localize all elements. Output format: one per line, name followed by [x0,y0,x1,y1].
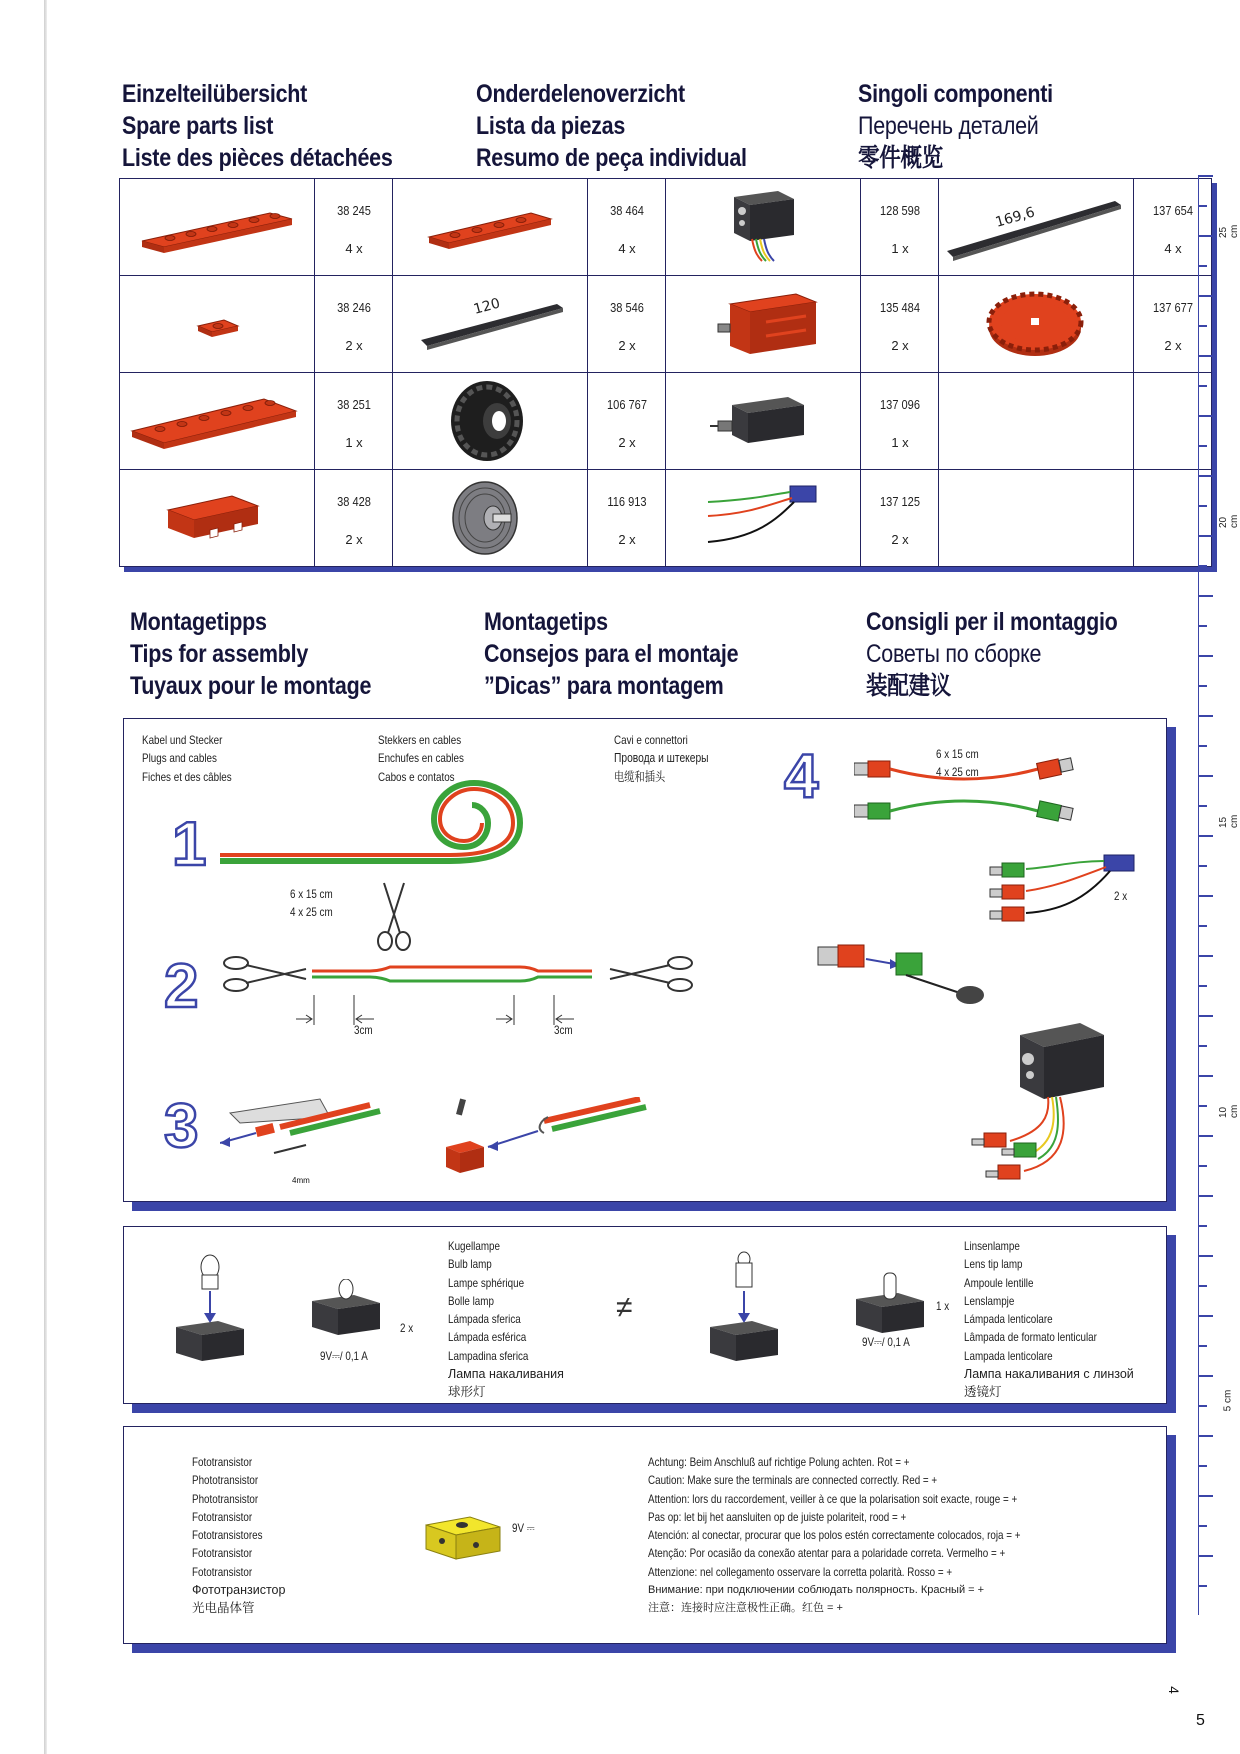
heading-col3 [858,78,1053,174]
sensor-block-icon [666,179,860,275]
bulb-names [448,1237,564,1402]
part-row [666,373,938,470]
bulb-name-zh: 球形灯 [448,1385,486,1400]
photo-name-es: Fototransistores [192,1528,263,1543]
phototransistor-block-icon [424,1505,504,1565]
warning-zh: 注意：连接时应注意极性正确。红色 = + [648,1602,843,1615]
ruler-tick [1199,1585,1207,1587]
ruler-tick [1199,355,1213,357]
part-number: 128 598 [880,203,920,218]
ruler-tick [1199,655,1213,657]
length-15cm: 6 x 15 cm [936,747,979,761]
strut-length-label: 120 [471,295,502,318]
warning-pt: Atenção: Por ocasião da conexão atentar para a polaridade correta. Vermelho = + [648,1546,1006,1561]
photo-name-fr: Phototransistor [192,1491,259,1506]
part-number: 137 677 [1153,300,1193,315]
red-plate-medium-icon [393,179,587,275]
tips-heading-pt: ”Dicas” para montagem [484,672,724,700]
ruler-label-15cm: 15 cm [1218,814,1240,828]
ruler-tick [1199,325,1207,327]
ruler-tick [1199,1555,1213,1557]
ruler-tick [1199,955,1213,957]
parts-table-1 [119,178,393,567]
part-row [939,179,1211,276]
plug-connect-icon [440,1097,670,1177]
tips-heading-es: Consejos para el montaje [484,640,739,668]
strut-length-label: 169,6 [993,204,1037,231]
part-number: 38 546 [610,300,644,315]
ruler-tick [1199,865,1207,867]
bulb-name-en: Bulb lamp [448,1257,492,1272]
ruler-tick [1199,625,1207,627]
step-3-number: 3 [164,1092,199,1161]
bulb-name-pt: Lámpada esférica [448,1330,527,1345]
part-number: 38 246 [337,300,371,315]
parts-table-4 [938,178,1212,567]
lens-voltage: 9V⎓/ 0,1 A [862,1335,910,1349]
part-qty: 2 x [891,338,909,353]
lens-name-pt: Lâmpada de formato lenticular [964,1330,1097,1345]
part-row [393,470,665,566]
led-wire-icon [666,470,860,566]
lens-name-nl: Lenslampje [964,1293,1015,1308]
part-qty: 2 x [618,435,636,450]
bulb-name-es: Lámpada sferica [448,1312,521,1327]
part-row [939,276,1211,373]
red-motor-icon [666,276,860,372]
part-row [666,179,938,276]
ruler-tick [1199,1225,1207,1227]
ruler-label-25cm: 25 cm [1218,224,1240,238]
ruler-tick [1199,235,1213,237]
bulb-insert-icon [174,1249,246,1369]
scissors-right-icon [600,955,696,995]
black-strut-icon [393,276,587,372]
strip-length-4mm: 4mm [292,1176,310,1185]
ruler-tick [1199,475,1213,477]
tips-heading-ru: Советы по сборке [866,640,1042,668]
ruler-label-20cm: 20 cm [1218,514,1240,528]
heading-nl: Onderdelenoverzicht [476,80,685,108]
part-qty: 2 x [1164,338,1182,353]
cables-label-ru: Провода и штекеры [614,751,709,766]
bulb-name-nl: Bolle lamp [448,1293,494,1308]
step-2-number: 2 [164,952,199,1021]
part-row [393,373,665,470]
cables-label-it: Cavi e connettori [614,733,688,747]
red-gear-icon [939,276,1133,372]
red-plate-long-icon [120,179,314,275]
ruler-tick [1199,775,1213,777]
ruler-tick [1199,985,1207,987]
lens-name-de: Linsenlampe [964,1239,1020,1253]
page-number: 5 [1196,1712,1205,1729]
part-qty: 2 x [345,338,363,353]
part-number: 135 484 [880,300,920,315]
part-row [120,179,392,276]
lens-name-it: Lampada lenticolare [964,1348,1053,1363]
phototransistor-names [192,1453,285,1618]
ruler-tick [1199,175,1213,177]
parts-table-3 [665,178,939,567]
lens-name-en: Lens tip lamp [964,1257,1023,1272]
ruler-tick [1199,1195,1213,1197]
binding-edge [44,0,47,1754]
ruler-tick [1199,1345,1207,1347]
bulb-socket-icon [310,1279,382,1349]
warning-es: Atención: al conectar, procurar que los polos estén correctamente colocados, roja = + [648,1528,1021,1543]
heading-de: Einzelteilübersicht [122,80,308,108]
ruler-tick [1199,205,1207,207]
warning-nl: Pas op: let bij het aansluiten op de juiste polariteit, rood = + [648,1509,907,1524]
warning-en: Caution: Make sure the terminals are connected correctly. Red = + [648,1473,938,1488]
ruler-tick [1199,445,1207,447]
part-number: 38 464 [610,203,644,218]
tips-heading-zh: 装配建议 [866,672,951,700]
cable-lengths [290,885,333,922]
photo-name-nl: Fototransistor [192,1509,253,1524]
tips-heading-en: Tips for assembly [130,640,309,668]
part-qty: 4 x [1164,241,1182,256]
phototransistor-box [123,1426,1167,1644]
ruler-tick [1199,925,1207,927]
scissors-icon [374,879,414,953]
cables-label-col3 [614,731,709,786]
lens-lamp-insert-icon [708,1249,780,1369]
cables-label-de: Kabel und Stecker [142,733,223,747]
ruler-label-5cm: 5 cm [1222,1389,1234,1412]
not-equal-symbol: ≠ [616,1291,633,1324]
tips-heading-col3 [866,606,1118,702]
part-row [120,276,392,373]
strip-measure-arrows [274,991,594,1031]
cables-label-zh: 电缆和插头 [614,769,666,784]
strip-wire-icon [220,1097,400,1177]
lens-qty: 1 x [936,1299,950,1313]
part-qty: 1 x [345,435,363,450]
part-qty: 2 x [618,338,636,353]
part-qty: 2 x [345,532,363,547]
red-plate-wide-icon [120,373,314,469]
tips-heading-col1 [130,606,371,702]
photo-name-zh: 光电晶体管 [192,1601,255,1616]
heading-es: Lista da piezas [476,112,626,140]
heading-col2 [476,78,747,174]
tips-heading-fr: Tuyaux pour le montage [130,672,372,700]
part-number: 38 251 [337,397,371,412]
part-qty: 1 x [891,241,909,256]
length-15cm: 6 x 15 cm [290,887,333,901]
tips-heading-col2 [484,606,738,702]
buzzer-block-icon [666,373,860,469]
photo-name-ru: Фототранзистор [192,1583,286,1598]
hub-wheel-icon [393,470,587,566]
ruler-tick [1199,835,1213,837]
ruler-tick [1199,565,1207,567]
part-number: 106 767 [607,397,647,412]
bulb-name-fr: Lampe sphérique [448,1275,525,1290]
side-ruler [1198,175,1240,1615]
red-plate-small-icon [120,276,314,372]
tips-heading-nl: Montagetips [484,608,608,636]
coiled-cable-icon [220,779,660,879]
part-number: 137 654 [1153,203,1193,218]
ruler-tick [1199,1315,1213,1317]
ruler-tick [1199,1375,1213,1377]
cables-label-en: Plugs and cables [142,751,217,766]
heading-ru: Перечень деталей [858,112,1039,140]
sensor-connection-icon [964,1015,1124,1185]
part-row-empty [939,470,1211,566]
ruler-tick [1199,265,1207,267]
part-qty: 4 x [345,241,363,256]
ruler-label-10cm: 10 cm [1218,1104,1240,1118]
heading-fr: Liste des pièces détachées [122,144,393,172]
part-row [666,276,938,373]
ruler-tick [1199,595,1213,597]
bulb-name-ru: Лампа накаливания [448,1367,564,1382]
photo-voltage: 9V ⎓ [512,1521,535,1535]
ruler-tick [1199,745,1207,747]
tips-heading-de: Montagetipps [130,608,267,636]
part-number: 38 428 [337,494,371,509]
lens-name-es: Lámpada lenticolare [964,1312,1053,1327]
black-strut-long-icon [939,179,1133,275]
cables-label-col1 [142,731,232,786]
warning-de: Achtung: Beim Anschluß auf richtige Polung achten. Rot = + [648,1455,910,1469]
ruler-tick [1199,1285,1207,1287]
part-number: 137 096 [880,397,920,412]
cables-label-pt: Cabos e contatos [378,769,455,784]
ruler-tick [1199,1525,1207,1527]
part-qty: 2 x [891,532,909,547]
heading-en: Spare parts list [122,112,274,140]
warning-ru: Внимание: при подключении соблюдать полярность. Красный = + [648,1584,985,1597]
heading-pt: Resumo de peça individual [476,144,747,172]
ruler-tick [1199,1165,1207,1167]
ruler-tick [1199,895,1213,897]
ruler-tick [1199,415,1213,417]
part-row [393,276,665,373]
part-qty: 1 x [891,435,909,450]
tips-heading-it: Consigli per il montaggio [866,608,1118,636]
cables-label-nl: Stekkers en cables [378,733,462,747]
part-qty: 4 x [618,241,636,256]
strip-length-right: 3cm [554,1023,573,1037]
lens-name-zh: 透镜灯 [964,1385,1002,1400]
heading-col1 [122,78,393,174]
step-4-number: 4 [784,742,819,811]
photo-name-it: Fototransistor [192,1564,253,1579]
part-row [120,470,392,566]
ruler-tick [1199,505,1207,507]
lens-names [964,1237,1134,1402]
ruler-tick [1199,715,1213,717]
tire-icon [393,373,587,469]
ruler-tick [1199,1045,1207,1047]
ruler-tick [1199,1015,1213,1017]
part-number: 38 245 [337,203,371,218]
part-row-empty [939,373,1211,470]
photo-name-pt: Fototransistor [192,1546,253,1561]
parts-table-2 [392,178,666,567]
photo-name-en: Phototransistor [192,1473,259,1488]
led-count: 2 x [1114,889,1128,903]
cables-label-fr: Fiches et des câbles [142,769,232,784]
ruler-tick [1199,1405,1207,1407]
page-number-rotated: 4 [1165,1686,1182,1694]
ruler-tick [1199,385,1207,387]
cables-label-es: Enchufes en cables [378,751,464,766]
red-building-block-icon [120,470,314,566]
polarity-warnings [648,1453,1102,1618]
heading-zh: 零件概览 [858,144,943,172]
ruler-tick [1199,1465,1207,1467]
lens-name-fr: Ampoule lentille [964,1275,1034,1290]
lamps-box [123,1226,1167,1404]
ruler-tick [1199,1105,1207,1107]
warning-fr: Attention: lors du raccordement, veiller à ce que la polarisation soit exacte, rouge = + [648,1491,1018,1506]
ruler-tick [1199,1495,1213,1497]
part-number: 137 125 [880,494,920,509]
heading-it: Singoli componenti [858,80,1053,108]
bulb-name-it: Lampadina sferica [448,1348,529,1363]
lens-name-ru: Лампа накаливания с линзой [964,1367,1134,1382]
step-1-number: 1 [172,810,207,879]
bulb-qty: 2 x [400,1321,414,1335]
part-row [666,470,938,566]
bulb-voltage: 9V⎓/ 0,1 A [320,1349,368,1363]
length-25cm: 4 x 25 cm [936,765,979,780]
strip-length-left: 3cm [354,1023,373,1037]
ruler-tick [1199,1435,1213,1437]
ruler-tick [1199,685,1207,687]
plug-into-socket-icon [810,933,1000,1013]
length-25cm: 4 x 25 cm [290,905,333,920]
part-qty: 2 x [618,532,636,547]
ruler-tick [1199,1135,1213,1137]
warning-it: Attenzione: nel collegamento osservare la corretta polarità. Rosso = + [648,1564,953,1579]
photo-name-de: Fototransistor [192,1455,253,1469]
part-row [393,179,665,276]
cables-label-col2 [378,731,464,786]
bulb-name-de: Kugellampe [448,1239,500,1253]
ruler-tick [1199,1255,1213,1257]
part-number: 116 913 [607,494,647,509]
step4-lengths [936,745,979,782]
part-row [120,373,392,470]
cables-box [123,718,1167,1202]
ruler-tick [1199,1075,1213,1077]
ruler-tick [1199,535,1213,537]
ruler-tick [1199,805,1207,807]
ruler-tick [1199,295,1213,297]
